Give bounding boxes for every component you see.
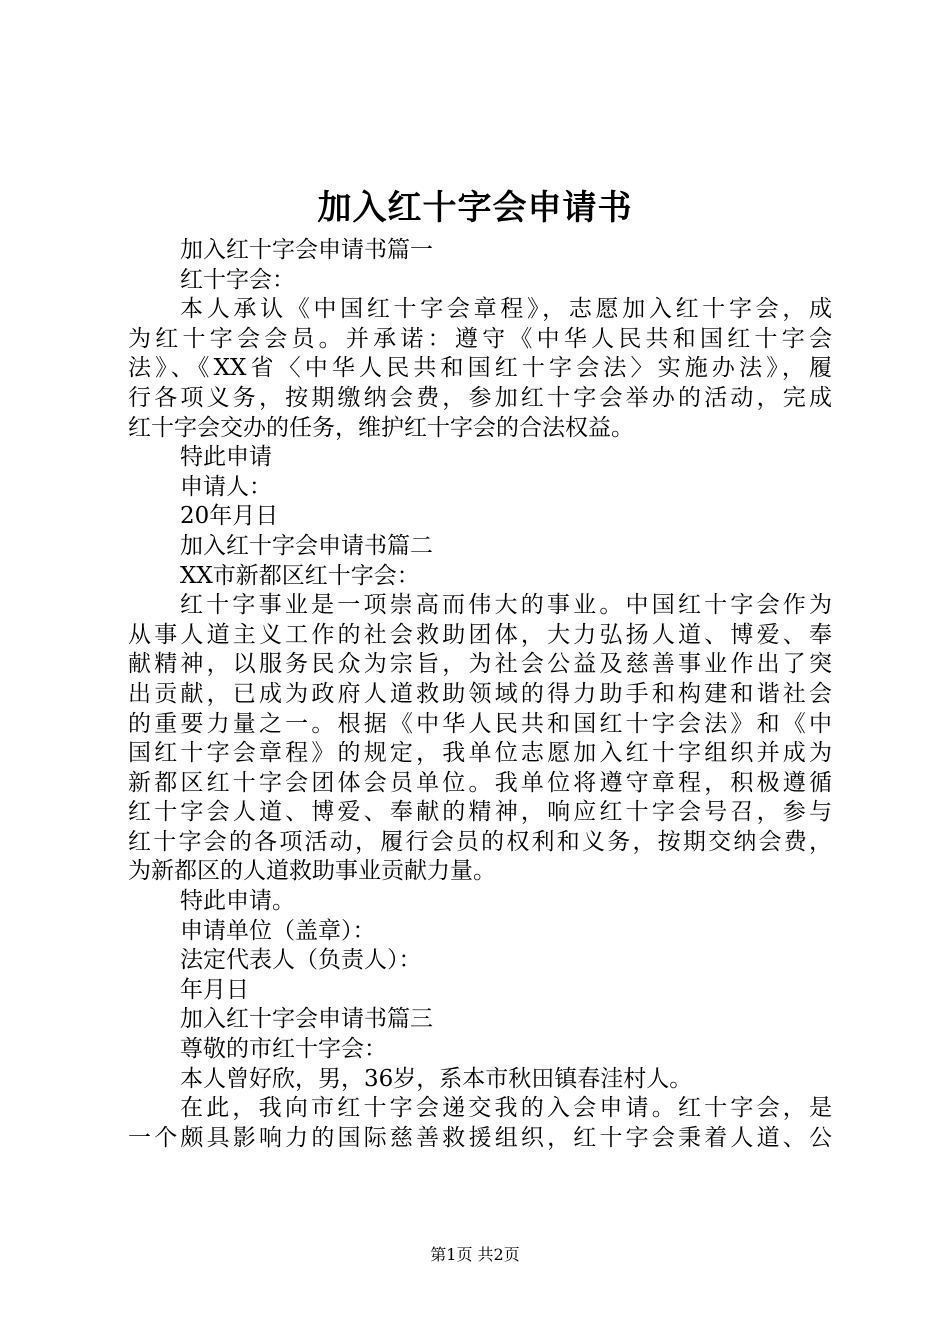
paragraph-line: 的重要力量之一。根据《中华人民共和国红十字会法》和《中 (128, 710, 832, 737)
closing-text: 特此申请。 (180, 888, 295, 915)
salutation-1: 红十字会： (180, 266, 295, 293)
applicant-unit-label: 申请单位（盖章）： (180, 917, 376, 944)
section-heading-2: 加入红十字会申请书篇二 (180, 532, 433, 559)
closing-text: 特此申请 (180, 444, 272, 471)
paragraph-line: 为新都区的人道救助事业贡献力量。 (128, 858, 496, 885)
section-heading-1: 加入红十字会申请书篇一 (180, 237, 433, 263)
paragraph-line: 献精神，以服务民众为宗旨，为社会公益及慈善事业作出了突 (128, 651, 832, 678)
document-title: 加入红十字会申请书 (317, 188, 633, 228)
paragraph-line: 本人承认《中国红十字会章程》，志愿加入红十字会，成 (180, 296, 832, 323)
paragraph-line: 法》、《XX省〈中华人民共和国红十字会法〉实施办法》，履 (128, 355, 832, 382)
date-line: 年月日 (180, 976, 249, 1003)
paragraph-line: 红十字会的各项活动，履行会员的权利和义务，按期交纳会费， (128, 828, 832, 855)
document-body (128, 236, 832, 1153)
paragraph-line: 一个颇具影响力的国际慈善救援组织，红十字会秉着人道、公 (128, 1124, 832, 1151)
salutation-3: 尊敬的市红十字会： (180, 1036, 387, 1063)
paragraph-line: 行各项义务，按期缴纳会费，参加红十字会举办的活动，完成 (128, 384, 832, 411)
section-heading-3: 加入红十字会申请书篇三 (180, 1006, 433, 1033)
page-number-footer: 第1页 共2页 (430, 1245, 520, 1264)
paragraph-line: 红十字会交办的任务，维护红十字会的合法权益。 (128, 414, 634, 441)
legal-representative-label: 法定代表人（负责人）： (180, 947, 422, 974)
paragraph-line: 本人曾好欣，男，36岁，系本市秋田镇春洼村人。 (180, 1065, 693, 1092)
paragraph-line: 从事人道主义工作的社会救助团体，大力弘扬人道、博爱、奉 (128, 621, 832, 648)
paragraph-line: 为红十字会会员。并承诺：遵守《中华人民共和国红十字会 (128, 325, 832, 352)
paragraph-line: 出贡献，已成为政府人道救助领域的得力助手和构建和谐社会 (128, 680, 832, 707)
paragraph-line: 在此，我向市红十字会递交我的入会申请。红十字会，是 (180, 1095, 832, 1122)
applicant-label: 申请人： (180, 473, 272, 500)
date-line: 20年月日 (180, 503, 279, 530)
salutation-2: XX市新都区红十字会： (180, 562, 420, 589)
paragraph-line: 红十字会人道、博爱、奉献的精神，响应红十字会号召，参与 (128, 799, 832, 826)
paragraph-line: 国红十字会章程》的规定，我单位志愿加入红十字组织并成为 (128, 740, 832, 767)
paragraph-line: 新都区红十字会团体会员单位。我单位将遵守章程，积极遵循 (128, 769, 832, 796)
paragraph-line: 红十字事业是一项崇高而伟大的事业。中国红十字会作为 (180, 592, 832, 619)
